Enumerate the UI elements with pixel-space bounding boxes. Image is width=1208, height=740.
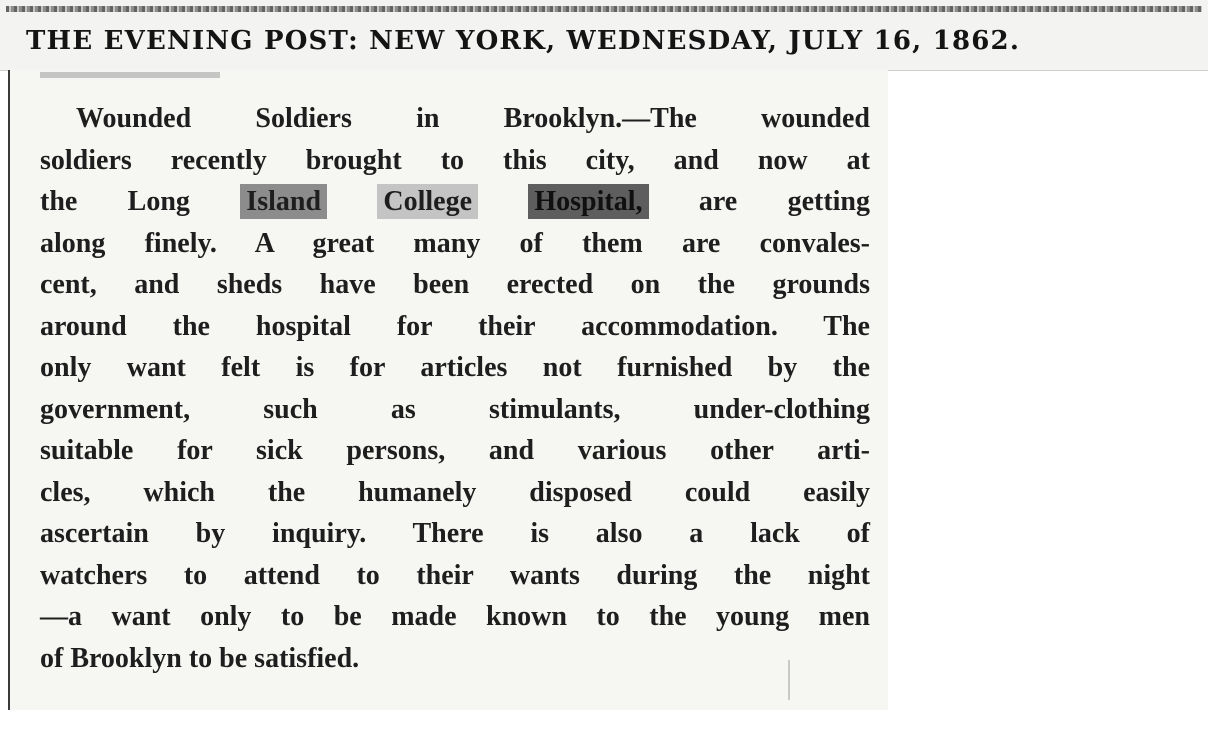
article-line-segment: the Long (40, 186, 241, 217)
article-line: only want felt is for articles not furnished by the (40, 352, 870, 383)
article-line-segment: are getting (648, 186, 871, 217)
article-line: suitable for sick persons, and various other arti- (40, 435, 870, 466)
highlight-college: College (377, 184, 478, 219)
article-line: soldiers recently brought to this city, and now at (40, 144, 870, 176)
masthead-rule (6, 6, 1202, 12)
article-line: government, such as stimulants, under-clothing (40, 393, 870, 425)
newspaper-clipping (8, 70, 888, 710)
masthead-title: THE EVENING POST: NEW YORK, WEDNESDAY, JULY 16, 1862. (26, 26, 1021, 56)
article-line: around the hospital for their accommodation. The (40, 310, 870, 342)
clipping-cut-edge (40, 72, 220, 78)
article-line-highlighted (40, 181, 870, 223)
masthead-strip (0, 0, 1208, 71)
article-line: —a want only to be made known to the young men (40, 601, 870, 632)
article-line: of Brooklyn to be satisfied. (40, 642, 360, 674)
article-line: watchers to attend to their wants during the night (40, 559, 870, 591)
highlight-island: Island (240, 184, 327, 219)
article-body (40, 98, 870, 679)
article-line: cles, which the humanely disposed could easily (40, 476, 870, 508)
article-line: ascertain by inquiry. There is also a lack of (40, 518, 870, 549)
highlight-hospital: Hospital, (528, 184, 648, 219)
article-line: Wounded Soldiers in Brooklyn.—The wounded (76, 103, 870, 134)
article-line: cent, and sheds have been erected on the grounds (40, 269, 870, 300)
article-line: along finely. A great many of them are convales- (40, 227, 870, 259)
